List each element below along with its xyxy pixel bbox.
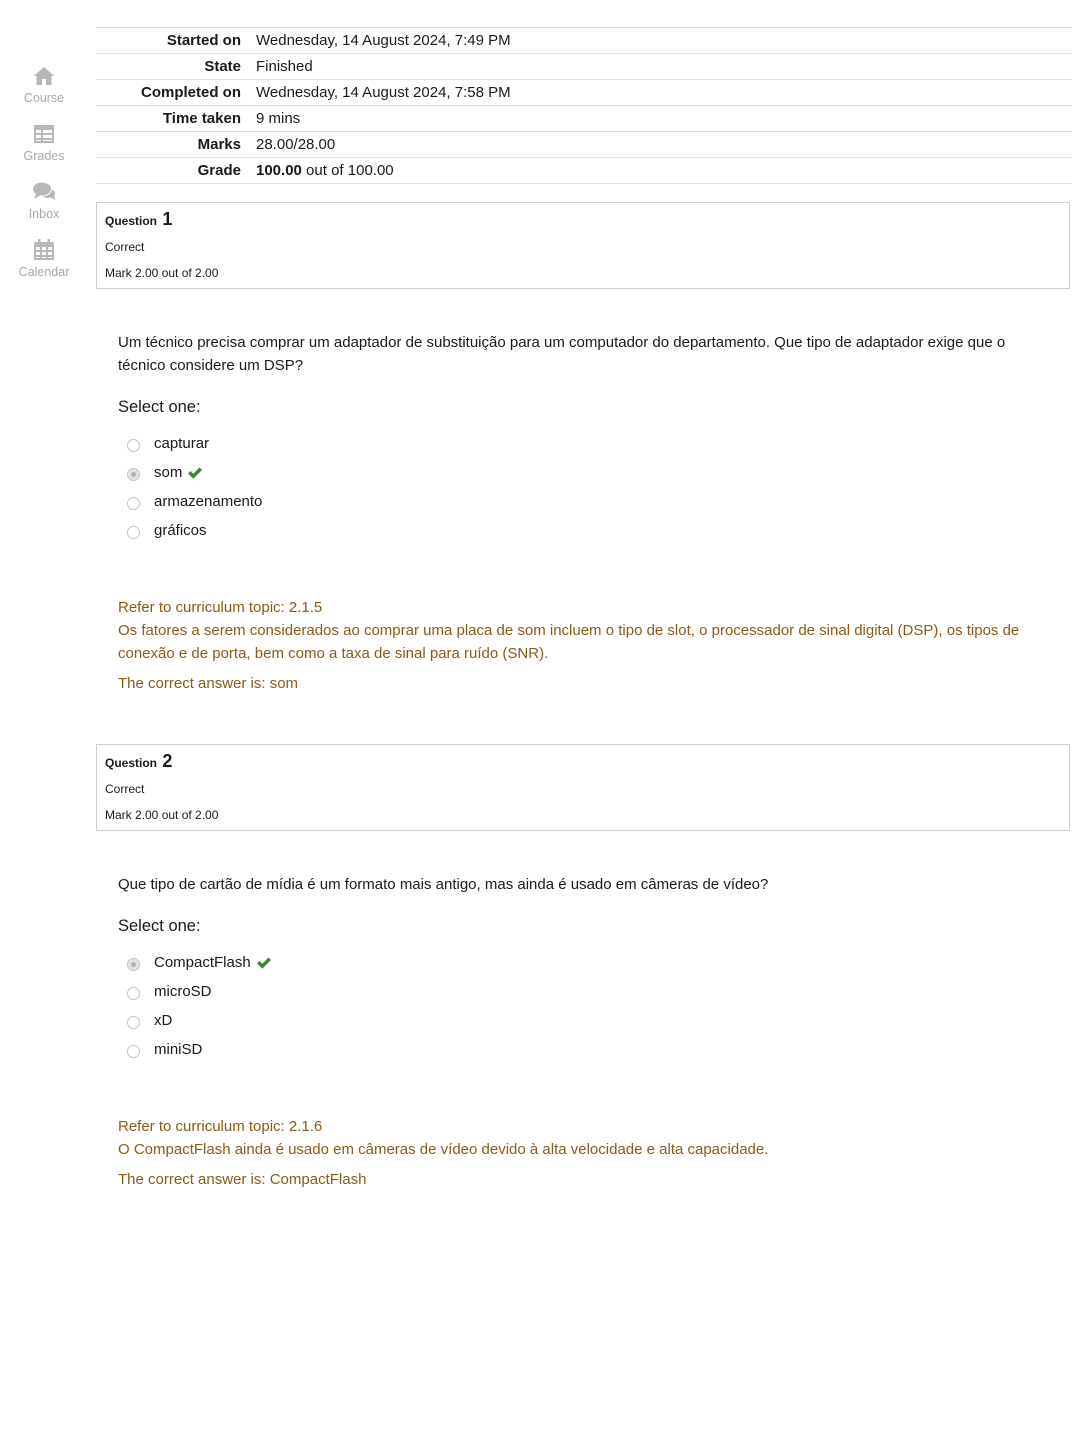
answer-option[interactable]	[127, 487, 262, 516]
question-title-label: Question	[105, 214, 158, 228]
answer-option[interactable]	[127, 977, 272, 1006]
nav-label: Grades	[23, 149, 65, 163]
option-label: xD	[154, 1012, 173, 1029]
calendar-icon	[32, 238, 56, 262]
nav-calendar[interactable]	[0, 238, 88, 296]
question-mark: Mark 2.00 out of 2.00	[105, 808, 219, 822]
option-label: miniSD	[154, 1041, 203, 1058]
correct-answer: The correct answer is: som	[118, 675, 299, 692]
check-icon	[187, 466, 203, 480]
grade-out-of: out of 100.00	[301, 162, 394, 179]
summary-label: Time taken	[162, 110, 241, 127]
answer-options	[127, 948, 272, 1064]
question-feedback	[118, 596, 1058, 695]
question-state: Correct	[105, 782, 145, 796]
summary-row	[96, 106, 1072, 132]
option-label: microSD	[154, 983, 212, 1000]
question-title-label: Question	[105, 756, 158, 770]
question-feedback	[118, 1115, 1058, 1191]
question-state: Correct	[105, 240, 145, 254]
option-label: som	[154, 464, 183, 481]
question-mark: Mark 2.00 out of 2.00	[105, 266, 219, 280]
table-icon	[32, 122, 56, 146]
summary-row	[96, 28, 1072, 54]
answer-option-selected[interactable]	[127, 458, 262, 487]
summary-label: Marks	[197, 136, 241, 153]
radio-button[interactable]	[127, 497, 140, 510]
summary-label: State	[204, 58, 241, 75]
question-text: Um técnico precisa comprar um adaptador de substituição para um computador do departamento. Que tipo de adaptador exige que o técnico considere um DSP?	[118, 334, 1006, 374]
nav-inbox[interactable]	[0, 180, 88, 238]
select-one-label: Select one:	[118, 917, 201, 935]
nav-label: Calendar	[18, 265, 70, 279]
summary-label: Completed on	[141, 84, 241, 101]
side-navigation	[0, 64, 88, 296]
radio-button[interactable]	[127, 1045, 140, 1058]
radio-button[interactable]	[127, 526, 140, 539]
question-info-box	[96, 744, 1070, 831]
check-icon	[256, 956, 272, 970]
chat-icon	[32, 180, 56, 204]
option-label: gráficos	[154, 522, 207, 539]
answer-option-selected[interactable]	[127, 948, 272, 977]
attempt-summary-table	[96, 27, 1072, 184]
radio-button[interactable]	[127, 1016, 140, 1029]
summary-row-grade	[96, 158, 1072, 184]
answer-option[interactable]	[127, 429, 262, 458]
summary-row	[96, 54, 1072, 80]
radio-button[interactable]	[127, 987, 140, 1000]
correct-answer: The correct answer is: CompactFlash	[118, 1171, 367, 1188]
select-one-label: Select one:	[118, 398, 201, 416]
summary-label: Started on	[166, 32, 241, 49]
summary-value: 9 mins	[256, 110, 301, 127]
feedback-text: O CompactFlash ainda é usado em câmeras de vídeo devido à alta velocidade e alta capacidade.	[118, 1141, 769, 1158]
summary-value: Wednesday, 14 August 2024, 7:49 PM	[256, 32, 511, 49]
option-label: armazenamento	[154, 493, 263, 510]
question-title	[105, 751, 172, 772]
summary-value: Wednesday, 14 August 2024, 7:58 PM	[256, 84, 511, 101]
nav-course[interactable]	[0, 64, 88, 122]
question-text: Que tipo de cartão de mídia é um formato mais antigo, mas ainda é usado em câmeras de vídeo?	[118, 876, 769, 893]
nav-label: Course	[23, 91, 65, 105]
feedback-text: Os fatores a serem considerados ao comprar uma placa de som incluem o tipo de slot, o processador de sinal digital (DSP), os tipos de conexão e de porta, bem como a taxa de sinal para ruído (SNR).	[118, 622, 1020, 662]
feedback-topic: Refer to curriculum topic: 2.1.6	[118, 1118, 323, 1135]
answer-option[interactable]	[127, 516, 262, 545]
radio-button-checked[interactable]	[127, 468, 140, 481]
summary-value: 28.00/28.00	[256, 136, 336, 153]
grade-score: 100.00	[256, 162, 302, 179]
question-title	[105, 209, 172, 230]
question-number: 1	[162, 209, 173, 229]
option-label: capturar	[154, 435, 210, 452]
question-info-box	[96, 202, 1070, 289]
grade-value	[256, 158, 1072, 184]
answer-options	[127, 429, 262, 545]
home-icon	[32, 64, 56, 88]
summary-value: Finished	[256, 58, 313, 75]
option-label: CompactFlash	[154, 954, 251, 971]
radio-button[interactable]	[127, 439, 140, 452]
answer-option[interactable]	[127, 1035, 272, 1064]
question-number: 2	[162, 751, 173, 771]
feedback-topic: Refer to curriculum topic: 2.1.5	[118, 599, 323, 616]
summary-row	[96, 132, 1072, 158]
radio-button-checked[interactable]	[127, 958, 140, 971]
nav-label: Inbox	[28, 207, 60, 221]
nav-grades[interactable]	[0, 122, 88, 180]
summary-row	[96, 80, 1072, 106]
summary-label: Grade	[197, 162, 241, 179]
answer-option[interactable]	[127, 1006, 272, 1035]
